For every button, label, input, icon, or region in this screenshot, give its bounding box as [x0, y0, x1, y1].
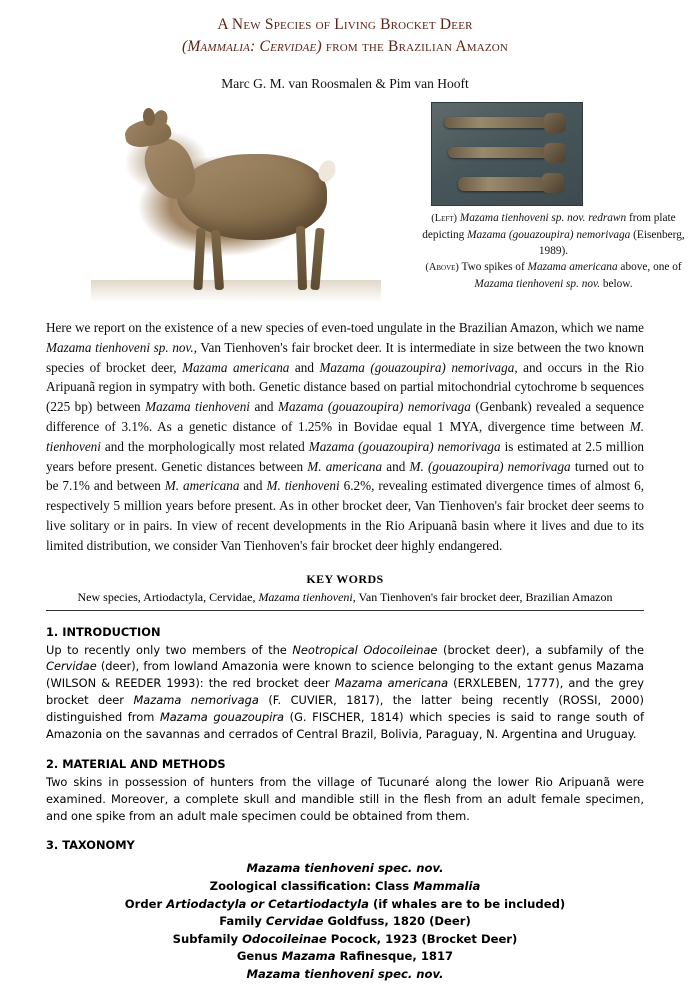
antler-spike-base — [544, 143, 566, 163]
taxonomy-row — [46, 860, 644, 878]
section-introduction-body — [46, 642, 644, 743]
abstract-t4: , and occurs in the Rio Aripuanã region in sympatry with both. Genetic distance based on partial mitochondrial cytochrome b sequences (225 bp) between — [46, 359, 644, 415]
caption-above-text-1: Two spikes of — [458, 260, 528, 273]
taxonomy-row-italic: Cervidae — [265, 914, 324, 929]
taxonomy-row — [46, 948, 644, 966]
taxonomy-list — [46, 860, 644, 983]
antler-spike-base — [542, 173, 564, 193]
taxonomy-row-tail: (if whales are to be included) — [368, 896, 566, 911]
abstract-paragraph — [46, 318, 644, 556]
abstract-i5: Mazama (gouazoupira) nemorivaga — [278, 399, 471, 415]
caption-above-label: (Above) — [425, 261, 459, 273]
keywords-heading: KEY WORDS — [306, 571, 384, 586]
title-taxon: (Mammalia: Cervidae) — [181, 38, 322, 56]
caption-left-text-5: (Eisenberg, 1989). — [538, 228, 685, 257]
taxonomy-row-italic: Odocoileinae — [242, 931, 327, 946]
abstract-i2: Mazama americana — [182, 359, 290, 375]
taxonomy-row-tail: Pocock, 1923 (Brocket Deer) — [326, 931, 518, 946]
abstract-t6: (Genbank) revealed a sequence difference of 3.1%. As a genetic distance of 1.25% in Bovidae equal 1 MYA, divergence time between — [46, 399, 644, 434]
section-material-methods — [46, 757, 644, 825]
page-title — [46, 14, 644, 59]
taxonomy-row — [46, 896, 644, 914]
intro-t4: (ERXLEBEN, 1777), and the grey brocket deer — [46, 676, 644, 708]
intro-i4: Mazama nemorivaga — [133, 693, 259, 708]
intro-t1: Up to recently only two members of the — [46, 642, 293, 657]
keywords-list — [46, 590, 644, 611]
caption-above-text-2: Mazama americana — [527, 260, 618, 273]
abstract-i8: M. americana — [307, 458, 383, 474]
abstract-t9: and — [382, 458, 410, 474]
antler-spike-base — [544, 113, 566, 133]
caption-left-text-1: Mazama tienhoveni sp. nov. redrawn — [457, 211, 627, 224]
section-introduction-heading: 1. INTRODUCTION — [46, 624, 161, 639]
section-taxonomy-heading: 3. TAXONOMY — [46, 838, 135, 853]
abstract-t8: is estimated at 2.5 million years before present. Genetic distances between — [46, 438, 645, 474]
taxonomy-row — [46, 931, 644, 949]
abstract-i10: M. americana — [164, 478, 240, 494]
caption-left-label: (Left) — [431, 212, 457, 224]
caption-above-text-4: one of — [653, 260, 682, 273]
keywords-taxon: Mazama tienhoveni — [258, 589, 353, 604]
abstract-i6: M. tienhoveni — [46, 418, 644, 454]
abstract-t12: 6.2%, revealing estimated divergence times of almost 6, respectively 5 million years before present. As in other brocket deer, Van Tienhoven's fair brocket deer seems to live solitary or in pairs. In view of recent developments in the Rio Aripuanã basin where it lives and due to its limited distribution, we consider Van Tienhoven's fair brocket deer highly endangered. — [46, 478, 644, 553]
taxonomy-row-italic: Artiodactyla or Cetartiodactyla — [166, 896, 369, 911]
abstract-t2: , Van Tienhoven's fair brocket deer. It is intermediate in size between the two known species of brocket deer, — [46, 339, 644, 375]
taxonomy-row-tail: Goldfuss, 1820 (Deer) — [323, 914, 471, 929]
taxonomy-row-italic: Mammalia — [413, 878, 481, 893]
deer-illustration — [91, 102, 381, 302]
intro-i1: Neotropical Odocoileinae — [292, 642, 438, 657]
taxonomy-row-italic: Mazama tienhoveni spec. nov. — [246, 861, 444, 876]
section-introduction — [46, 625, 644, 743]
author-line: Marc G. M. van Roosmalen & Pim van Hooft — [221, 75, 469, 91]
title-line-1: A New Species of Living Brocket Deer — [217, 16, 473, 33]
abstract-t3: and — [289, 359, 320, 375]
caption-above-text-6: below. — [600, 277, 633, 290]
taxonomy-row-italic: Mazama — [281, 949, 336, 964]
taxonomy-row-plain: Genus — [236, 949, 282, 964]
abstract-t5: and — [249, 399, 278, 415]
intro-t5: (F. CUVIER, 1817), the latter being recently (ROSSI, 2000) distinguished from — [46, 693, 644, 724]
title-line-2-tail: from the Brazilian Amazon — [321, 38, 509, 56]
section-material-heading: 2. MATERIAL AND METHODS — [46, 756, 226, 771]
caption-left-text-4: nemorivaga — [576, 228, 631, 241]
caption-above-text-5: Mazama tienhoveni sp. nov. — [474, 277, 601, 290]
keywords-post: , Van Tienhoven's fair brocket deer, Brazilian Amazon — [352, 589, 613, 604]
taxonomy-row-plain: Zoological classification: Class — [209, 878, 414, 893]
figure-block — [46, 102, 685, 302]
caption-above-text-3: above, — [617, 260, 651, 273]
intro-i5: Mazama gouazoupira — [159, 710, 285, 724]
abstract-t10: turned out to be 7.1% and between — [46, 458, 644, 494]
abstract-t11: and — [239, 478, 267, 494]
abstract-t7: and the morphologically most related — [100, 438, 309, 454]
intro-t2: (brocket deer), a subfamily of the — [437, 642, 644, 657]
keywords-pre: New species, Artiodactyla, Cervidae, — [77, 589, 259, 604]
taxonomy-row-plain: Subfamily — [172, 931, 243, 946]
taxonomy-row-plain: Family — [219, 914, 266, 929]
abstract-i11: M. tienhoveni — [266, 478, 340, 494]
section-taxonomy — [46, 838, 644, 983]
illustration-ground — [91, 280, 381, 302]
taxonomy-row-tail: Rafinesque, 1817 — [335, 949, 454, 964]
taxonomy-row — [46, 913, 644, 931]
caption-left-text-3: Mazama (gouazoupira) — [467, 228, 574, 241]
section-material-body: Two skins in possession of hunters from the village of Tucunaré along the lower Rio Aripuanã were examined. Moreover, a complete skull and mandible still in the flesh from an adult female specimen, and one spike from an adult male specimen could be obtained from them. — [46, 774, 644, 823]
taxonomy-row-plain: Order — [124, 896, 167, 911]
antler-spikes-photo — [431, 102, 583, 206]
abstract-i9: M. (gouazoupira) nemorivaga — [409, 458, 571, 474]
abstract-i3: Mazama (gouazoupira) nemorivaga — [319, 359, 515, 375]
intro-t3: (deer), from lowland Amazonia were known to science belonging to the extant genus Mazama (WILSON & REEDER 1993): the red brocket deer — [46, 659, 644, 691]
abstract-i4: Mazama tienhoveni — [145, 399, 250, 415]
caption-left-text-2: from plate depicting — [422, 211, 676, 241]
taxonomy-row — [46, 966, 644, 984]
abstract-i7: Mazama (gouazoupira) nemorivaga — [308, 438, 501, 454]
title-line-2 — [46, 36, 644, 58]
figure-caption — [411, 210, 690, 292]
abstract-t1: Here we report on the existence of a new species of even-toed ungulate in the Brazilian Amazon, which we name — [46, 319, 644, 335]
taxonomy-row-italic: Mazama tienhoveni spec. nov. — [246, 967, 444, 982]
taxonomy-row — [46, 878, 644, 896]
intro-i2: Cervidae — [46, 659, 97, 674]
abstract-i1: Mazama tienhoveni sp. nov. — [46, 339, 194, 355]
intro-t6: (G. FISCHER, 1814) which species is said to range south of Amazonia on the savannas and cerrados of Central Brazil, Bolivia, Paraguay, N. Argentina and Uruguay. — [46, 710, 645, 741]
deer-leg-shape — [296, 226, 307, 290]
intro-i3: Mazama americana — [334, 676, 449, 691]
